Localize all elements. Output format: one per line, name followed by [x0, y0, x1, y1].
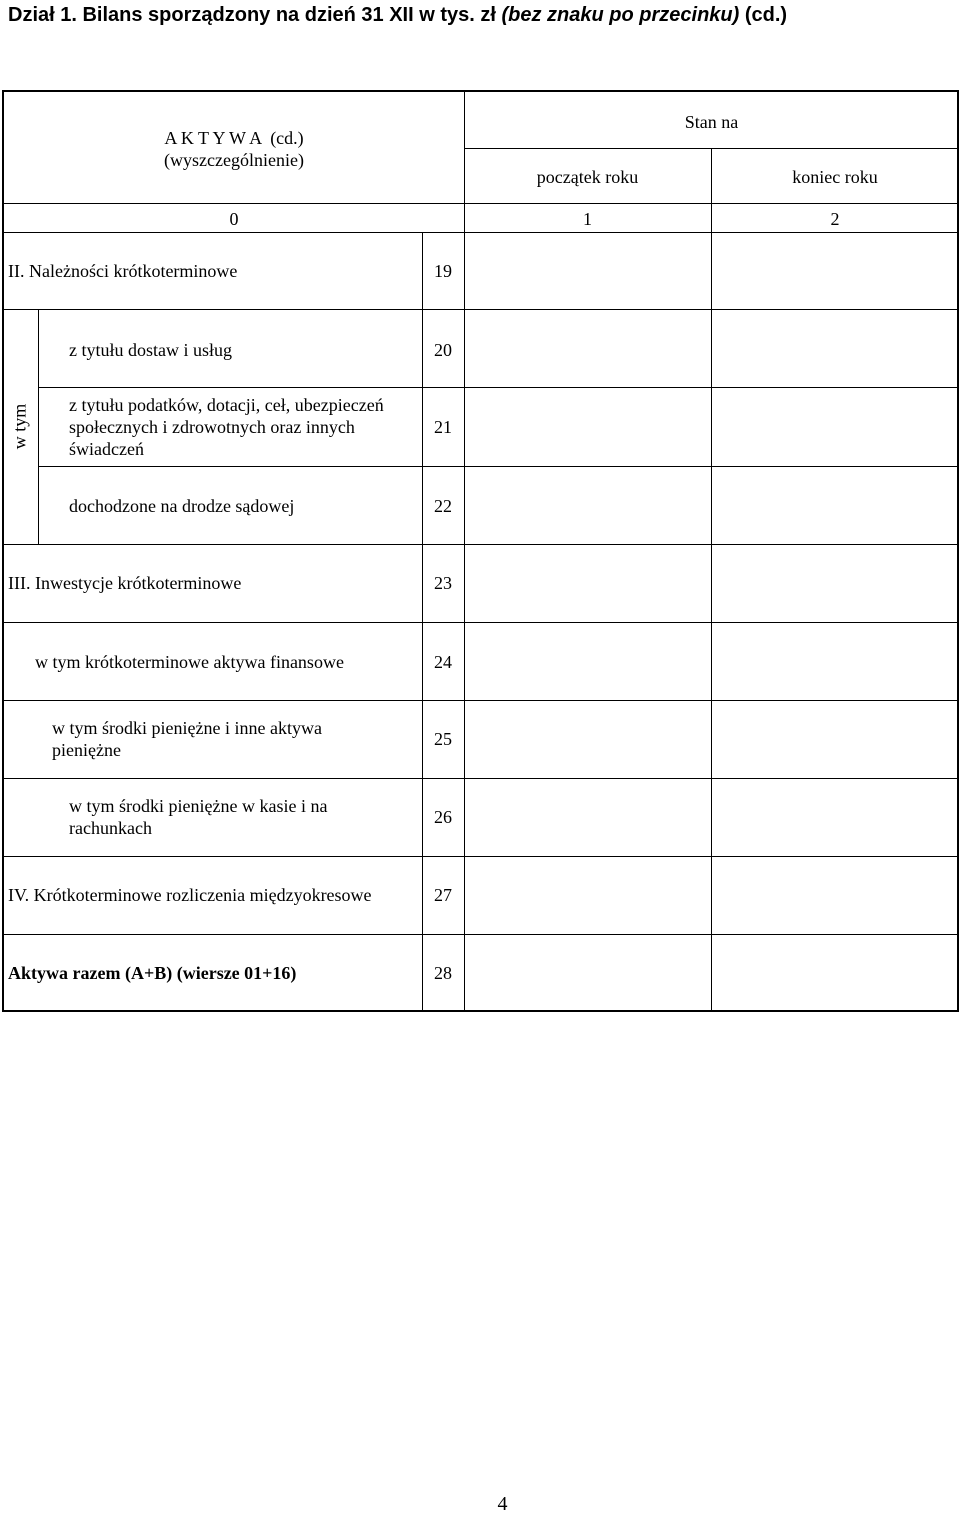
title-suffix: (cd.): [744, 4, 788, 26]
grid-line: [38, 387, 959, 388]
column-number: 0: [229, 209, 239, 229]
grid-line: [2, 309, 959, 310]
row-number: 19: [434, 261, 452, 281]
column-header-line: (wyszczególnienie): [164, 150, 304, 170]
row-label-line: pieniężne: [52, 740, 121, 760]
stan-na-header: Stan na: [684, 112, 739, 132]
row-number: 22: [434, 496, 452, 516]
row-number: 20: [434, 340, 452, 360]
column-number: 1: [583, 209, 592, 229]
row-label: [69, 795, 327, 839]
grid-line: [711, 148, 712, 1010]
grid-line: [38, 309, 39, 544]
row-number: 25: [434, 729, 452, 749]
w-tym-text: w tym: [9, 403, 30, 449]
grid-line: [2, 622, 959, 623]
row-label: II. Należności krótkoterminowe: [8, 261, 238, 281]
column-header-start: początek roku: [536, 167, 639, 187]
row-number: 27: [434, 885, 452, 905]
grid-line: [2, 778, 959, 779]
row-label-line: z tytułu podatków, dotacji, ceł, ubezpieczeń: [69, 395, 384, 415]
row-label: dochodzone na drodze sądowej: [69, 496, 295, 516]
grid-line: [2, 856, 959, 857]
row-label-line: społecznych i zdrowotnych oraz innych: [69, 417, 355, 437]
grid-line: [38, 466, 959, 467]
w-tym-label: [2, 386, 38, 466]
title-main: Dział 1. Bilans sporządzony na dzień 31 XII w tys. zł: [8, 4, 496, 26]
row-label: IV. Krótkoterminowe rozliczenia międzyokresowe: [8, 885, 372, 905]
row-label-line: rachunkach: [69, 818, 152, 838]
row-label-line: w tym środki pieniężne i inne aktywa: [52, 718, 322, 738]
row-label: w tym krótkoterminowe aktywa finansowe: [35, 652, 344, 672]
column-number: 2: [830, 209, 840, 229]
column-header-description: [4, 127, 464, 171]
column-header-line: A K T Y W A (cd.): [164, 128, 304, 148]
row-label: [69, 394, 384, 460]
row-label: III. Inwestycje krótkoterminowe: [8, 573, 242, 593]
page-number: 4: [497, 1493, 508, 1515]
grid-line: [2, 232, 959, 233]
column-header-end: koniec roku: [792, 167, 878, 187]
row-label: [52, 717, 322, 761]
title-italic: (bez znaku po przecinku): [501, 4, 740, 26]
row-label-line: świadczeń: [69, 439, 144, 459]
row-number: 21: [434, 417, 452, 437]
row-number: 28: [434, 963, 452, 983]
row-label-line: w tym środki pieniężne w kasie i na: [69, 796, 328, 816]
row-label: z tytułu dostaw i usług: [69, 340, 232, 360]
grid-line: [2, 700, 959, 701]
grid-line: [2, 934, 959, 935]
grid-line: [2, 544, 959, 545]
row-number: 24: [434, 652, 452, 672]
row-label-total: Aktywa razem (A+B) (wiersze 01+16): [8, 963, 297, 983]
grid-line: [2, 203, 959, 204]
page-title: [8, 4, 787, 27]
row-number: 23: [434, 573, 452, 593]
row-number: 26: [434, 807, 452, 827]
